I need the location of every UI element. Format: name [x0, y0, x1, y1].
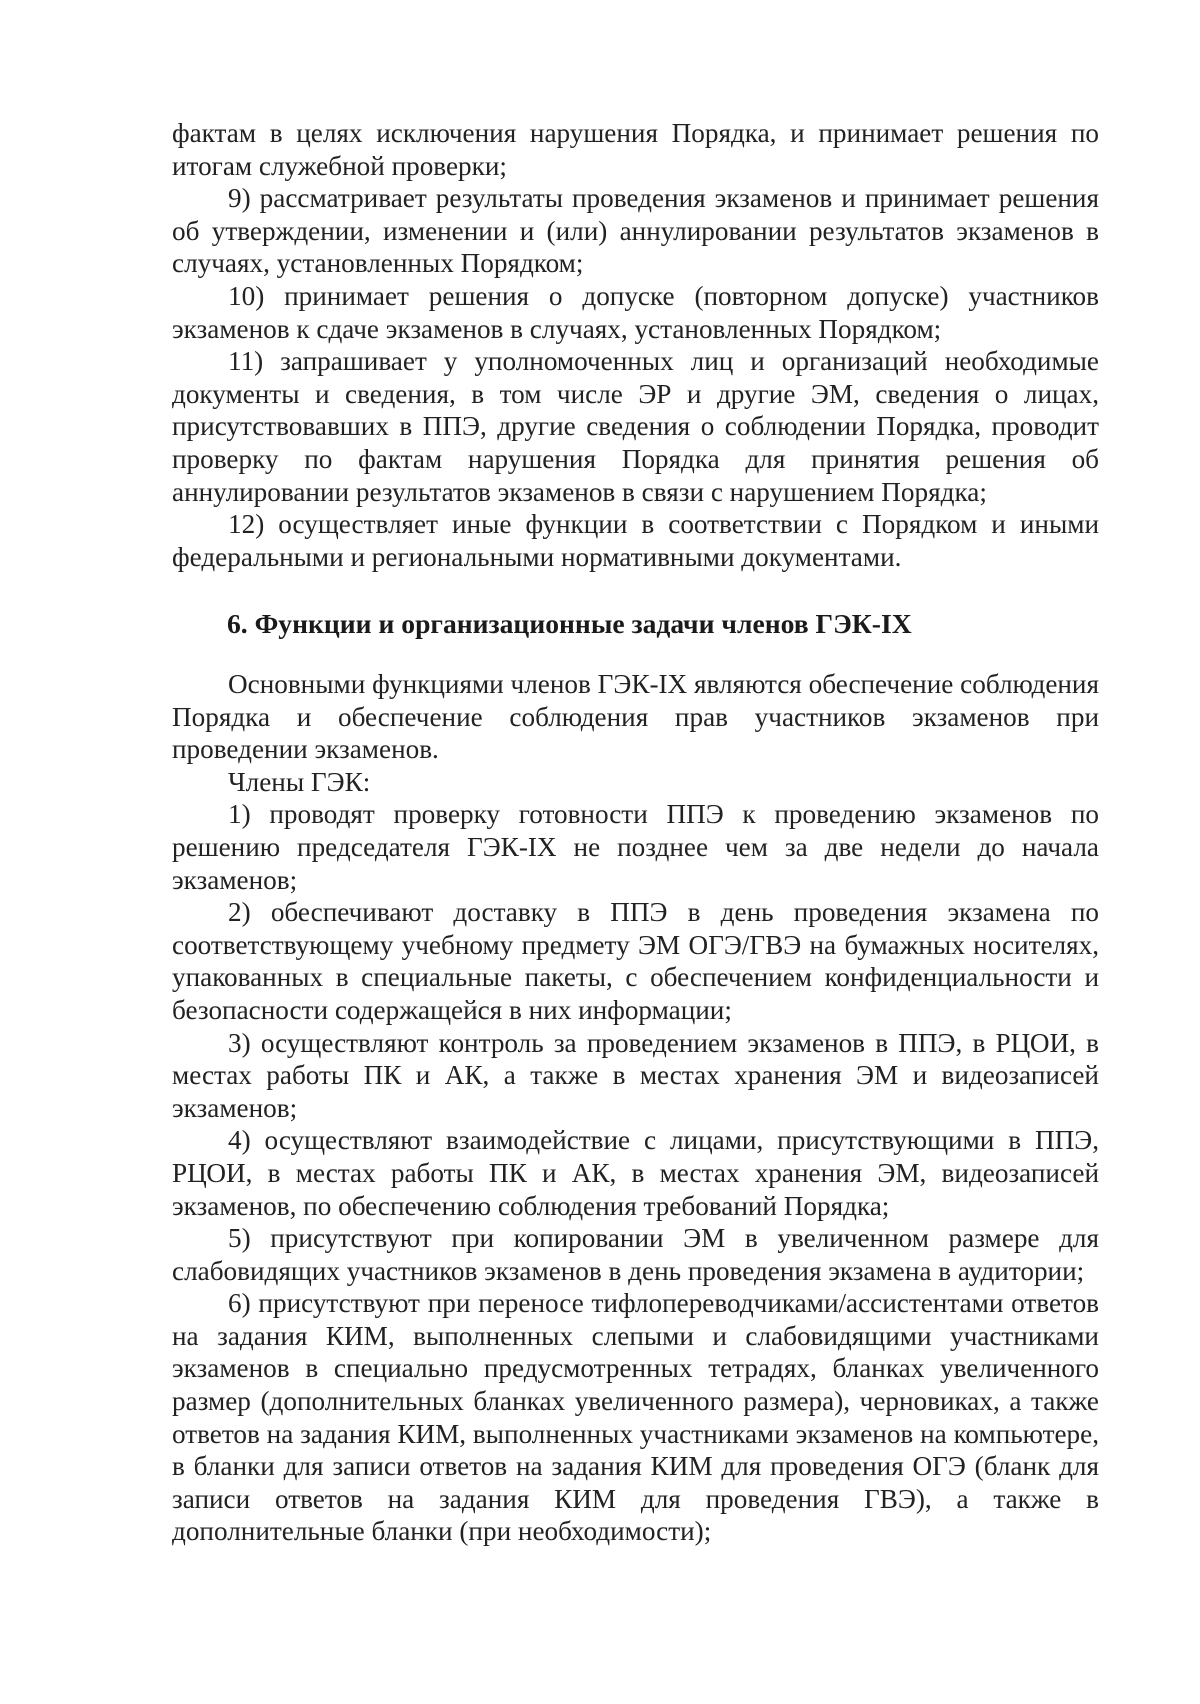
member-function-4: 4) осуществляют взаимодействие с лицами, присутствующими в ППЭ, РЦОИ, в местах работы ПК и АК, в местах хранения ЭМ, видеозаписей экзаменов, по обеспечению соблюдения требований Порядка; [172, 1125, 1099, 1221]
member-function-5: 5) присутствуют при копировании ЭМ в увеличенном размере для слабовидящих участников экзаменов в день проведения экзамена в аудитории; [172, 1223, 1099, 1286]
section-text-block [172, 668, 1099, 1548]
section-heading: 6. Функции и организационные задачи членов ГЭК-IX [227, 608, 912, 639]
member-function-2: 2) обеспечивают доставку в ППЭ в день проведения экзамена по соответствующему учебному предмету ЭМ ОГЭ/ГВЭ на бумажных носителях, упакованных в специальные пакеты, с обеспечением конфиденциальности и безопасности содержащейся в них информации; [172, 897, 1099, 1025]
member-function-3: 3) осуществляют контроль за проведением экзаменов в ППЭ, в РЦОИ, в местах работы ПК и АК, а также в местах хранения ЭМ и видеозаписей экзаменов; [172, 1027, 1099, 1123]
intro-text-block [172, 117, 1099, 573]
list-item-12: 12) осуществляет иные функции в соответствии с Порядком и иными федеральными и региональными нормативными документами. [172, 509, 1099, 572]
list-item-9: 9) рассматривает результаты проведения экзаменов и принимает решения об утверждении, изменении и (или) аннулировании результатов экзаменов в случаях, установленных Порядком; [172, 183, 1099, 279]
members-label: Члены ГЭК: [228, 766, 371, 797]
member-function-1: 1) проводят проверку готовности ППЭ к проведению экзаменов по решению председателя ГЭК-IX не позднее чем за две недели до начала экзаменов; [172, 799, 1099, 895]
paragraph-continuation: фактам в целях исключения нарушения Порядка, и принимает решения по итогам служебной проверки; [172, 118, 1099, 181]
member-function-6: 6) присутствуют при переносе тифлопереводчиками/ассистентами ответов на задания КИМ, выполненных слепыми и слабовидящими участниками экзаменов в специально предусмотренных тетрадях, бланках увеличенного размер (дополнительных бланках увеличенного размера), черновиках, а также ответов на задания КИМ, выполненных участниками экзаменов на компьютере, в бланки для записи ответов на задания КИМ для проведения ОГЭ (бланк для записи ответов на задания КИМ для проведения ГВЭ), а также в дополнительные бланки (при необходимости); [172, 1288, 1099, 1547]
section-intro-paragraph: Основными функциями членов ГЭК-IX являются обеспечение соблюдения Порядка и обеспечение соблюдения прав участников экзаменов при проведении экзаменов. [172, 669, 1099, 765]
list-item-11: 11) запрашивает у уполномоченных лиц и организаций необходимые документы и сведения, в том числе ЭР и другие ЭМ, сведения о лицах, присутствовавших в ППЭ, другие сведения о соблюдении Порядка, проводит проверку по фактам нарушения Порядка для принятия решения об аннулировании результатов экзаменов в связи с нарушением Порядка; [172, 346, 1099, 507]
list-item-10: 10) принимает решения о допуске (повторном допуске) участников экзаменов к сдаче экзаменов в случаях, установленных Порядком; [172, 280, 1099, 344]
